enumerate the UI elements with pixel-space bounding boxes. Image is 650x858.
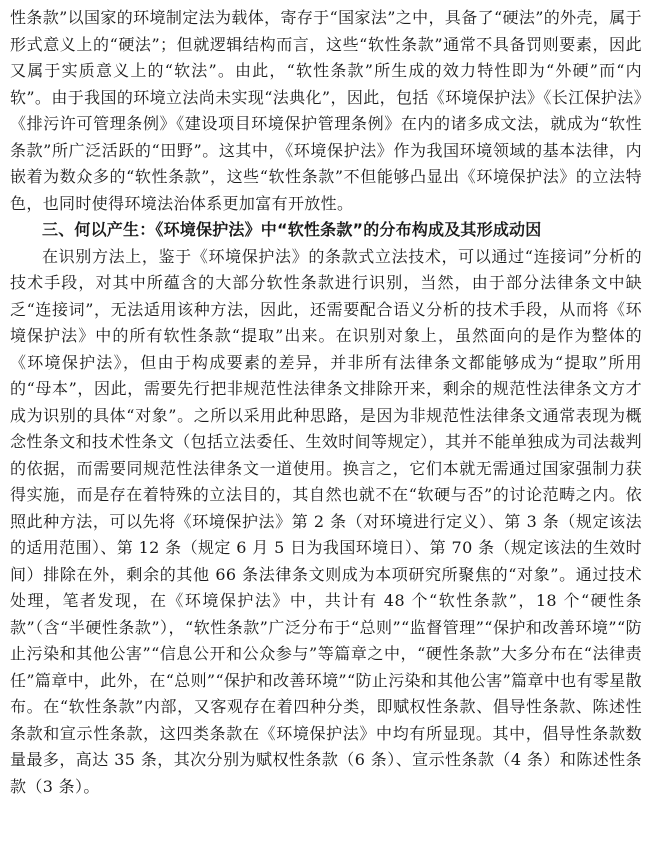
paragraph-intro-continuation: 性条款”以国家的环境制定法为载体，寄存于“国家法”之中，具备了“硬法”的外壳，属于形式意义上的“硬法”；但就逻辑结构而言，这些“软性条款”通常不具备罚则要素，因此又属于实质意义上的“软法”。由此，“软性条款”所生成的效力特性即为“外硬”而“内软”。由于我国的环境立法尚未实现“法典化”，因此，包括《环境保护法》《长江保护法》《排污许可管理条例》《建设项目环境保护管理条例》在内的诸多成文法，就成为“软性条款”所广泛活跃的“田野”。这其中，《环境保护法》作为我国环境领域的基本法律，内嵌着为数众多的“软性条款”，这些“软性条款”不但能够凸显出《环境保护法》的立法特色，也同时使得环境法治体系更加富有开放性。 bbox=[10, 8, 642, 213]
paragraph-identification-method: 在识别方法上，鉴于《环境保护法》的条款式立法技术，可以通过“连接词”分析的技术手段，对其中所蕴含的大部分软性条款进行识别，当然，由于部分法律条文中缺乏“连接词”，无法适用该种方法，因此，还需要配合语义分析的技术手段，从而将《环境保护法》中的所有软性条款“提取”出来。在识别对象上，虽然面向的是作为整体的《环境保护法》，但由于构成要素的差异，并非所有法律条文都能够成为“提取”所用的“母本”，因此，需要先行把非规范性法律条文排除开来，剩余的规范性法律条文方才成为识别的具体“对象”。之所以采用此种思路，是因为非规范性法律条文通常表现为概念性条文和技术性条文（包括立法委任、生效时间等规定），其并不能单独成为司法裁判的依据，而需要同规范性法律条文一道使用。换言之，它们本就无需通过国家强制力获得实施，而是存在着特殊的立法目的，其自然也就不在“软硬与否”的讨论范畴之内。依照此种方法，可以先将《环境保护法》第 2 条（对环境进行定义）、第 3 条（规定该法的适用范围）、第 12 条（规定 6 月 5 日为我国环境日）、第 70 条（规定该法的生效时间）排除在外，剩余的其他 66 条法律条文则成为本项研究所聚焦的“对象”。通过技术处理，笔者发现，在《环境保护法》中，共计有 48 个“软性条款”，18 个“硬性条款”（含“半硬性条款”），“软性条款”广泛分布于“总则”“监督管理”“保护和改善环境”“防止污染和其他公害”“信息公开和公众参与”等篇章之中，“硬性条款”大多分布在“法律责任”篇章中，此外，在“总则”“保护和改善环境”“防止污染和其他公害”篇章中也有零星散布。在“软性条款”内部，又客观存在着四种分类，即赋权性条款、倡导性条款、陈述性条款和宣示性条款，这四类条款在《环境保护法》中均有所显现。其中，倡导性条款数量最多，高达 35 条，其次分别为赋权性条款（6 条）、宣示性条款（4 条）和陈述性条款（3 条）。 bbox=[10, 246, 642, 796]
section-heading: 三、何以产生：《环境保护法》中“软性条款”的分布构成及其形成动因 bbox=[42, 220, 542, 239]
